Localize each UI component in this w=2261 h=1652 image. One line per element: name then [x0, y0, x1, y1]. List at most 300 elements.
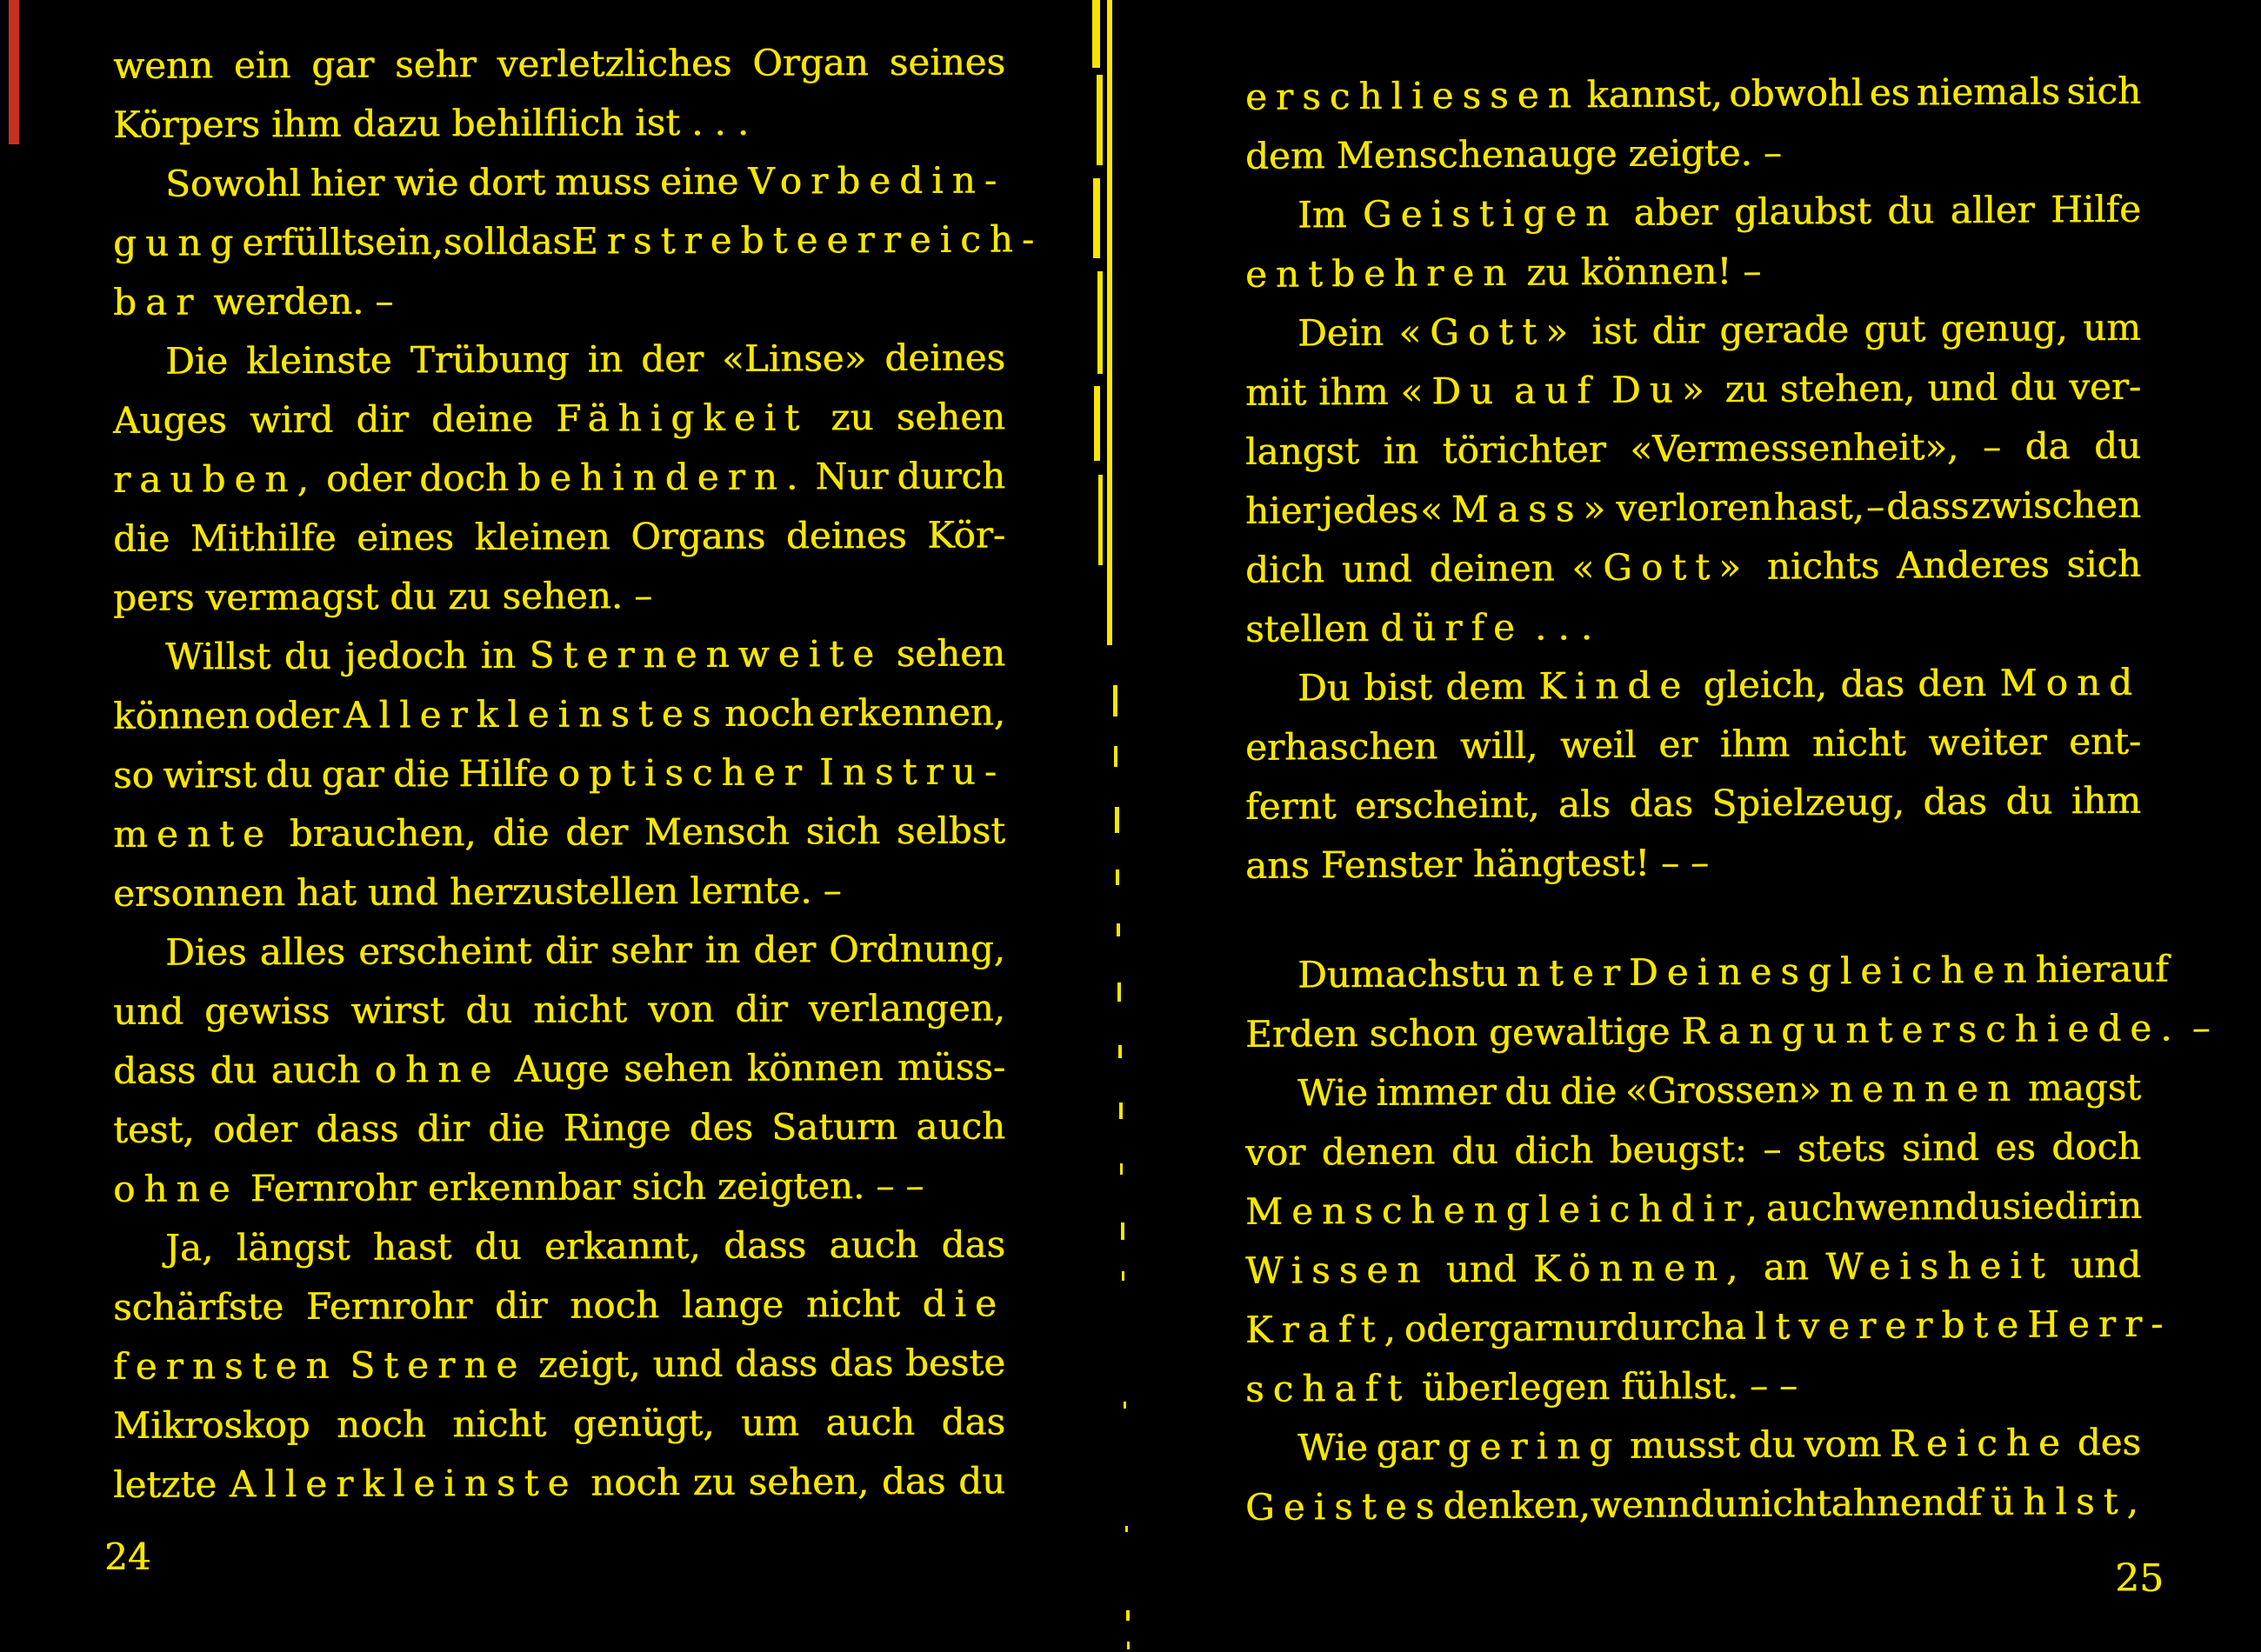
word: und — [1341, 547, 1412, 591]
word: in — [704, 928, 741, 972]
word: Ja, — [165, 1226, 214, 1269]
word: das — [941, 1222, 1005, 1266]
word: ent- — [2068, 719, 2141, 763]
text-line — [113, 210, 1044, 273]
word: beste — [904, 1341, 1005, 1385]
word: Spielzeug, — [1711, 780, 1904, 825]
word: und — [2071, 1242, 2141, 1287]
word: – — [1690, 841, 1709, 884]
word: – — [1660, 841, 1679, 884]
word: sehen — [896, 395, 1005, 439]
word: der — [641, 337, 704, 381]
word: niemals — [1916, 70, 2060, 114]
text-line — [113, 861, 1005, 923]
word: herzustellen — [449, 869, 678, 914]
word: «Vermessenheit», — [1630, 425, 1959, 470]
spine-mark — [1093, 178, 1100, 258]
word: jedoch — [344, 634, 467, 677]
word: Wie — [1297, 1426, 1368, 1469]
spine-mark — [1097, 75, 1103, 165]
word: ihm — [2071, 778, 2141, 823]
text-line — [1245, 1236, 2141, 1301]
word: . — [714, 100, 726, 143]
word: dich — [1245, 548, 1324, 591]
word: muss — [555, 160, 651, 203]
spine-mark — [1092, 0, 1100, 68]
word: überlegen — [1422, 1365, 1611, 1409]
word: magst — [2027, 1065, 2141, 1109]
word: törichter — [1442, 428, 1606, 472]
word: erkennen, — [818, 690, 1005, 735]
word: die — [492, 810, 550, 855]
word: . — [690, 101, 704, 144]
text-line — [113, 92, 1005, 155]
word: vor — [1245, 1130, 1306, 1174]
word: erhaschen — [1245, 724, 1438, 769]
emphasized-word: Mond — [1999, 660, 2141, 704]
spine-mark — [1127, 1642, 1130, 1649]
spine-mark — [1094, 386, 1100, 461]
emphasized-word: Sternenweite — [529, 632, 884, 676]
word: ahnend — [1831, 1481, 1969, 1525]
emphasized-word: Deinesgleichen — [1628, 948, 2036, 994]
emphasized-word: gering — [1447, 1423, 1622, 1469]
word: von — [648, 987, 715, 1031]
text-line — [1245, 1058, 2141, 1123]
word: Menschenauge — [1336, 132, 1617, 177]
text-line — [1245, 416, 2141, 482]
word: dir — [356, 397, 409, 441]
word: jedes — [1321, 488, 1418, 532]
text-line — [1245, 298, 2141, 363]
word: nicht — [533, 988, 628, 1031]
text-line — [113, 329, 1005, 391]
word: dir — [544, 929, 597, 972]
word: denen — [1321, 1129, 1436, 1174]
word: zeigt, — [537, 1342, 641, 1386]
text-line — [1245, 653, 2141, 718]
word: gewiss — [204, 989, 330, 1033]
word: die — [113, 516, 170, 560]
word: noch — [336, 1402, 426, 1446]
spine-mark — [1097, 271, 1103, 374]
emphasized-word: Allerkleinstes — [343, 691, 720, 736]
word: erkennbar — [427, 1165, 621, 1209]
spine-mark — [1122, 1271, 1124, 1281]
word: – — [876, 1164, 895, 1208]
word: noch — [570, 1283, 660, 1327]
emphasized-word: fühlst, — [1968, 1479, 2147, 1524]
word: auch — [829, 1222, 919, 1267]
word: zu — [1724, 367, 1768, 411]
word: ihm — [1719, 722, 1791, 766]
word: ans — [1245, 843, 1310, 887]
emphasized-word: gung — [113, 221, 243, 264]
word: dir — [417, 1107, 470, 1150]
word: du — [390, 575, 437, 618]
word: längst — [236, 1225, 350, 1269]
word: gar — [311, 43, 375, 87]
word: oder — [325, 456, 411, 500]
word: die — [392, 752, 450, 796]
word: noch — [724, 691, 814, 735]
emphasized-word: gleich — [1505, 1187, 1671, 1231]
text-line — [1245, 239, 2141, 304]
word: gerade — [1719, 308, 1849, 352]
emphasized-word: ohne — [374, 1048, 501, 1091]
word: dass — [724, 1223, 807, 1267]
word: den — [1918, 662, 1987, 705]
word: sehen — [623, 1046, 733, 1090]
word: erscheint — [358, 929, 532, 973]
spine-mark — [1098, 475, 1103, 565]
red-scan-artifact — [9, 0, 19, 144]
word: dass — [734, 1342, 817, 1385]
word: du — [958, 1459, 1005, 1502]
text-line — [1245, 1354, 2141, 1419]
word: sehr — [395, 43, 477, 86]
word: Kör- — [927, 513, 1005, 556]
word: sich — [2066, 69, 2141, 113]
word: Auge — [514, 1047, 610, 1090]
emphasized-word: Sterne — [350, 1342, 527, 1387]
word: dass — [316, 1107, 399, 1150]
page-right-text-block — [1245, 62, 2211, 1537]
text-line — [113, 1334, 1005, 1396]
page-number-right: 25 — [2115, 1556, 2164, 1601]
emphasized-word: erschliessen — [1245, 73, 1580, 118]
word: – — [2191, 1006, 2211, 1049]
word: kannst, — [1586, 72, 1723, 117]
word: es — [1869, 70, 1911, 114]
word: dazu — [352, 102, 441, 145]
emphasized-word: fernsten — [113, 1343, 338, 1388]
text-line — [1245, 1472, 2147, 1537]
word: sehr — [610, 929, 692, 972]
word: – — [823, 869, 842, 912]
spine-mark — [1107, 0, 1112, 645]
text-line — [1245, 62, 2141, 127]
word: schon — [1369, 1011, 1477, 1056]
word: hier — [1245, 489, 1320, 532]
word: lange — [681, 1282, 784, 1327]
text-line — [113, 979, 1005, 1042]
word: ihm — [1318, 370, 1389, 414]
emphasized-word: unter — [1484, 950, 1629, 996]
text-line — [113, 388, 1005, 450]
word: doch — [419, 456, 509, 500]
word: wie — [393, 161, 459, 204]
emphasized-word: Reiche — [1890, 1421, 2069, 1465]
text-line — [1245, 357, 2141, 423]
emphasized-word: bar — [113, 280, 203, 323]
word: in — [480, 633, 516, 677]
word: hast — [372, 1225, 452, 1269]
word: nur — [1551, 1306, 1617, 1349]
word: können — [746, 1046, 884, 1089]
word: dir — [735, 987, 788, 1030]
emphasized-word: Können, — [1533, 1245, 1747, 1290]
word: vom — [1804, 1422, 1882, 1466]
word: zeigten. — [717, 1164, 865, 1208]
word: Mensch — [644, 809, 790, 854]
emphasized-word: Kinde — [1538, 663, 1691, 708]
word: nicht — [1737, 1482, 1831, 1526]
word: – — [1749, 1363, 1768, 1407]
word: verletzliches — [497, 41, 732, 86]
word: in — [587, 337, 624, 381]
word: wird — [249, 397, 334, 442]
word: verloren — [1616, 485, 1772, 530]
word: so — [113, 753, 154, 796]
word: du — [210, 1049, 257, 1092]
word: oder — [1404, 1307, 1489, 1350]
book-page-left — [113, 33, 1044, 1515]
word: zu — [692, 1460, 736, 1504]
word: sehen — [896, 631, 1005, 676]
word: genügt, — [572, 1401, 715, 1445]
word: aller — [1950, 188, 2035, 232]
word: du — [1955, 1184, 2003, 1229]
word: doch — [2051, 1124, 2141, 1169]
word: dir — [494, 1283, 548, 1328]
emphasized-word: Wissen — [1245, 1248, 1430, 1292]
emphasized-word: Weisheit — [1825, 1243, 2054, 1289]
word: stets — [1797, 1126, 1886, 1170]
word: schärfste — [113, 1285, 284, 1329]
text-line — [113, 1275, 1005, 1337]
emphasized-word: «Gott» — [1571, 544, 1750, 590]
word: – — [634, 574, 653, 617]
word: oder — [212, 1108, 297, 1151]
emphasized-word: Vorbedin- — [748, 158, 1005, 203]
word: – — [1778, 1363, 1797, 1407]
text-line — [113, 1216, 1005, 1278]
emphasized-word: dürfe — [1380, 605, 1524, 649]
text-line — [1245, 1176, 2141, 1242]
word: und — [1445, 1247, 1517, 1291]
word: kleinste — [246, 338, 392, 383]
word: und — [367, 870, 438, 914]
word: test, — [113, 1108, 195, 1151]
word: letzte — [113, 1462, 217, 1506]
word: langst — [1245, 430, 1359, 473]
word: Organ — [752, 41, 869, 84]
word: sehen, — [748, 1460, 870, 1503]
word: behilflich — [451, 101, 624, 145]
word: ersonnen — [113, 871, 285, 915]
word: kleinen — [474, 515, 610, 559]
word: beugst: — [1609, 1127, 1747, 1172]
text-line — [113, 151, 1005, 214]
word: musst — [1629, 1423, 1740, 1467]
word: Im — [1297, 193, 1347, 236]
word: der — [565, 810, 628, 854]
word: Dies — [165, 930, 247, 974]
word: Hilfe — [2051, 187, 2141, 231]
word: – — [1763, 1127, 1782, 1170]
word: Ordnung, — [829, 927, 1005, 971]
spine-mark — [1113, 685, 1117, 716]
word: des — [2077, 1420, 2141, 1464]
word: er — [1658, 723, 1698, 766]
word: deines — [884, 336, 1005, 380]
text-line — [113, 506, 1005, 569]
word: fernt — [1245, 784, 1337, 828]
word: nicht — [1811, 721, 1906, 765]
word: sich — [631, 1165, 706, 1209]
word: oder — [254, 693, 339, 737]
word: Wie — [1297, 1071, 1368, 1115]
word: können — [113, 694, 250, 737]
emphasized-word: Du» — [1611, 368, 1713, 412]
spine-mark — [1119, 1102, 1123, 1119]
word: das — [1840, 662, 1904, 706]
word: erkannt, — [544, 1224, 701, 1268]
word: gar — [1488, 1306, 1551, 1350]
word: – — [1865, 484, 1884, 529]
text-line — [113, 565, 1005, 628]
word: «Grossen» — [1624, 1068, 1822, 1112]
word: du — [265, 752, 313, 796]
word: du — [2094, 423, 2141, 468]
spine-mark — [1114, 746, 1117, 767]
word: gut — [1864, 307, 1926, 351]
spine-mark — [1117, 983, 1121, 1002]
text-line — [113, 802, 1005, 864]
word: . — [1557, 605, 1570, 649]
word: Mithilfe — [190, 516, 337, 560]
emphasized-word: nennen — [1829, 1066, 2020, 1111]
word: seines — [889, 40, 1005, 84]
word: hast, — [1773, 485, 1864, 529]
word: erfüllt — [242, 220, 357, 264]
word: noch — [590, 1461, 680, 1504]
word: das — [507, 219, 571, 263]
word: alles — [259, 929, 345, 974]
word: das — [941, 1400, 1005, 1443]
emphasized-word: Geistigen — [1362, 191, 1618, 236]
word: müss- — [897, 1045, 1005, 1089]
word: Hilfe — [458, 751, 550, 796]
emphasized-word: schaft — [1245, 1366, 1411, 1410]
word: wenn — [113, 43, 213, 87]
word: aber — [1633, 190, 1718, 234]
word: durch — [897, 454, 1005, 498]
word: du — [2010, 365, 2058, 409]
word: ist — [1591, 309, 1637, 353]
word: da — [2024, 424, 2071, 468]
word: können! — [1580, 250, 1732, 294]
emphasized-word: dir, — [1671, 1186, 1766, 1230]
word: in — [2106, 1183, 2142, 1228]
word: Willst — [165, 635, 271, 678]
word: eines — [357, 516, 454, 559]
text-line — [113, 1038, 1005, 1101]
word: zu — [830, 396, 874, 439]
word: dass — [1886, 484, 1970, 528]
word: Sowohl — [165, 162, 301, 205]
word: gar — [1376, 1425, 1439, 1469]
word: auch — [1765, 1186, 1856, 1229]
emphasized-word: Geistes — [1245, 1484, 1444, 1529]
text-line — [113, 1097, 1005, 1160]
word: sein, — [356, 220, 444, 263]
word: gar — [321, 752, 384, 796]
word: Trübung — [410, 337, 570, 382]
text-line — [113, 1393, 1005, 1455]
word: und — [113, 989, 183, 1033]
text-line — [113, 1452, 1005, 1515]
word: du — [474, 1224, 522, 1269]
word: deine — [430, 396, 533, 441]
word: in — [1383, 429, 1418, 472]
word: an — [1763, 1245, 1809, 1289]
word: deines — [785, 514, 907, 557]
word: Auges — [113, 398, 227, 442]
emphasized-word: Fähigkeit — [556, 396, 809, 440]
spine-mark — [1126, 1610, 1130, 1621]
spine-mark — [1124, 1402, 1126, 1409]
emphasized-word: Allerkleinste — [229, 1461, 578, 1506]
word: zu — [448, 575, 491, 618]
text-line — [1245, 771, 2141, 836]
text-line — [1245, 535, 2141, 600]
word: nicht — [805, 1282, 900, 1326]
word: du — [1887, 189, 1935, 232]
word: bist — [1364, 665, 1432, 709]
spine-mark — [1121, 1222, 1124, 1240]
word: soll — [443, 220, 508, 263]
text-line — [1245, 594, 2141, 659]
word: hier — [2035, 948, 2110, 991]
word: Fenster — [1320, 843, 1462, 887]
text-line — [113, 624, 1005, 687]
word: sie — [2002, 1184, 2055, 1228]
text-line — [1245, 940, 2169, 1005]
word: . — [1534, 605, 1547, 649]
emphasized-word: Menschen — [1245, 1188, 1506, 1233]
word: sehen. — [502, 574, 624, 618]
word: wenn — [1590, 1482, 1691, 1527]
word: hängtest! — [1472, 841, 1650, 886]
word: ihm — [270, 102, 342, 146]
word: brauchen, — [289, 811, 477, 856]
word: du — [2005, 779, 2053, 823]
word: ein — [233, 43, 291, 87]
word: dass — [113, 1049, 197, 1092]
emphasized-word: erreich- — [826, 217, 1044, 262]
emphasized-word: «Du — [1400, 369, 1503, 413]
word: mit — [1245, 370, 1307, 414]
text-line — [1245, 1117, 2141, 1182]
emphasized-word: «Gott» — [1398, 310, 1577, 354]
word: sind — [1901, 1126, 1979, 1169]
spine-mark — [1116, 869, 1119, 885]
word: sich — [2066, 542, 2141, 586]
word: hier — [310, 161, 385, 205]
word: um — [2083, 305, 2141, 350]
word: fühlst. — [1621, 1364, 1738, 1408]
word: . — [1580, 605, 1592, 649]
word: du — [1451, 1129, 1498, 1173]
word: . — [737, 100, 750, 143]
word: pers — [113, 576, 195, 619]
text-line — [1245, 712, 2141, 777]
spine-mark — [1125, 1526, 1128, 1532]
word: Du — [1297, 666, 1351, 709]
word: dem — [1445, 664, 1525, 709]
